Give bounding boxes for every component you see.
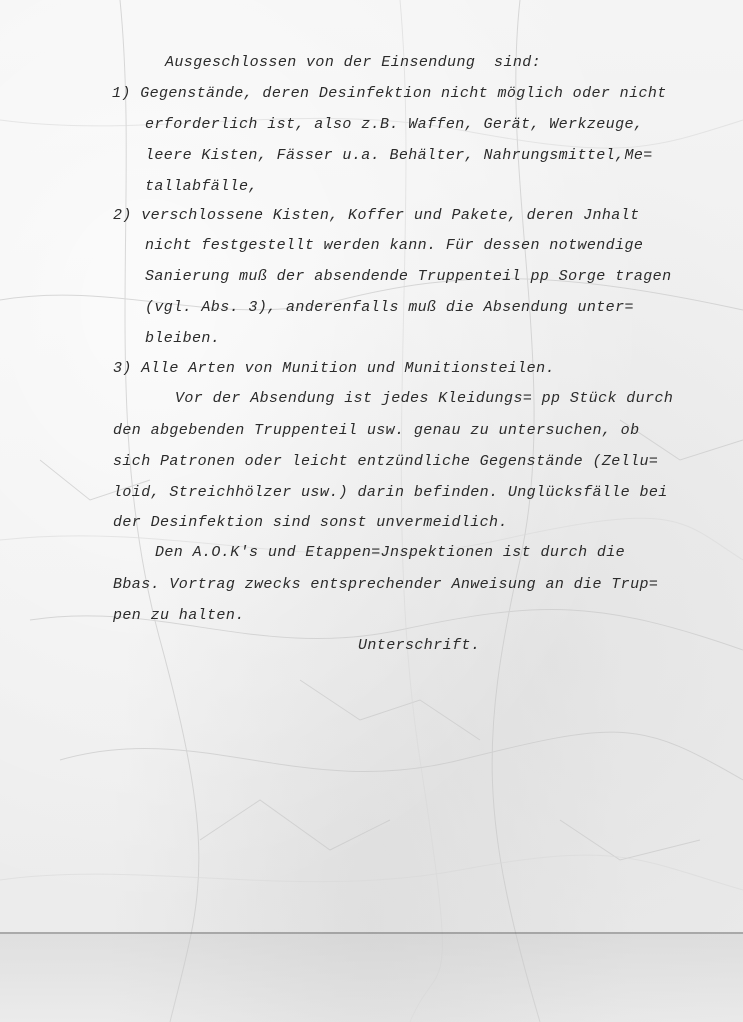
text-line: der Desinfektion sind sonst unvermeidlich. bbox=[113, 514, 508, 531]
text-line: Vor der Absendung ist jedes Kleidungs= pp Stück durch bbox=[175, 390, 674, 407]
text-line: (vgl. Abs. 3), anderenfalls muß die Absendung unter= bbox=[145, 299, 634, 316]
text-line: Bbas. Vortrag zwecks entsprechender Anweisung an die Trup= bbox=[113, 576, 659, 593]
text-line: tallabfälle, bbox=[145, 178, 258, 195]
text-line: den abgebenden Truppenteil usw. genau zu untersuchen, ob bbox=[113, 422, 640, 439]
text-line: nicht festgestellt werden kann. Für dessen notwendige bbox=[145, 237, 644, 254]
text-line: 2) verschlossene Kisten, Koffer und Pakete, deren Jnhalt bbox=[113, 207, 640, 224]
text-line: Sanierung muß der absendende Truppenteil pp Sorge tragen bbox=[145, 268, 672, 285]
text-line: Den A.O.K's und Etappen=Jnspektionen ist durch die bbox=[155, 544, 626, 561]
text-line: leere Kisten, Fässer u.a. Behälter, Nahrungsmittel,Me= bbox=[145, 147, 653, 164]
heading-line: Ausgeschlossen von der Einsendung sind: bbox=[165, 54, 542, 71]
text-line: 3) Alle Arten von Munition und Munitionsteilen. bbox=[113, 360, 555, 377]
text-line: 1) Gegenstände, deren Desinfektion nicht möglich oder nicht bbox=[112, 85, 667, 102]
text-line: sich Patronen oder leicht entzündliche Gegenstände (Zellu= bbox=[113, 453, 659, 470]
text-line: loid, Streichhölzer usw.) darin befinden. Unglücksfälle bei bbox=[113, 484, 668, 501]
text-line: bleiben. bbox=[145, 330, 221, 347]
text-line: pen zu halten. bbox=[113, 607, 245, 624]
fold-shadow bbox=[0, 934, 743, 1022]
text-line: erforderlich ist, also z.B. Waffen, Gerät, Werkzeuge, bbox=[145, 116, 644, 133]
signature-label: Unterschrift. bbox=[358, 637, 481, 654]
